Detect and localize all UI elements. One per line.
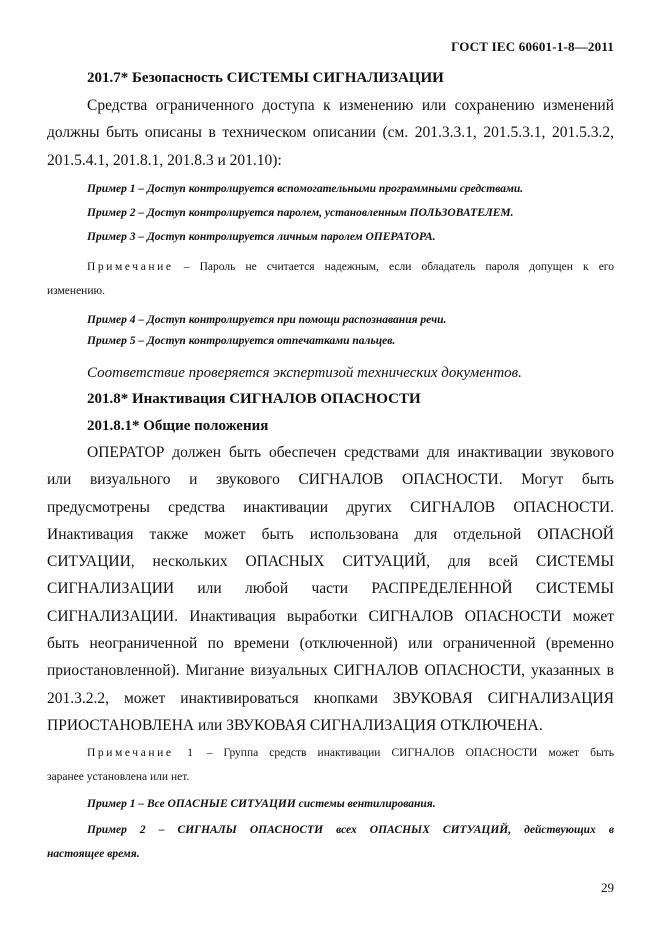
- example-line: настоящее время.: [47, 848, 140, 860]
- paragraph-line: или визуального и звукового СИГНАЛОВ ОПАСНОСТИ. Могут быть: [47, 471, 614, 489]
- paragraph-201-7: [47, 92, 614, 174]
- note-201-7: [47, 255, 614, 303]
- example-line: Пример 2 – СИГНАЛЫ ОПАСНОСТИ всех ОПАСНЫХ СИТУАЦИЙ, действующих в: [87, 824, 614, 836]
- note-text: – Группа средств инактивации СИГНАЛОВ ОПАСНОСТИ может быть: [195, 747, 614, 759]
- note-label: Примечание 1: [87, 747, 196, 759]
- paragraph-line: Инактивация также может быть использована для отдельной ОПАСНОЙ: [47, 525, 614, 543]
- running-header: ГОСТ IEC 60601-1-8—2011: [451, 39, 614, 54]
- paragraph-line: быть неограниченной по времени (отключенной) или ограниченной (временно: [47, 635, 614, 653]
- note-201-8-1: [47, 741, 614, 789]
- compliance-statement: Соответствие проверяется экспертизой технических документов.: [87, 365, 522, 381]
- section-heading-201-7: 201.7* Безопасность СИСТЕМЫ СИГНАЛИЗАЦИИ: [87, 70, 444, 86]
- note-line: [47, 255, 614, 279]
- page-number: 29: [601, 880, 614, 895]
- paragraph-line: приостановленной). Мигание визуальных СИГНАЛОВ ОПАСНОСТИ, указанных в: [47, 662, 614, 680]
- paragraph-line: 201.5.4.1, 201.8.1, 201.8.3 и 201.10):: [47, 151, 282, 169]
- example-current-situations: [47, 818, 614, 866]
- example-5: Пример 5 – Доступ контролируется отпечатками пальцев.: [87, 335, 396, 347]
- paragraph-line: предусмотрены средства инактивации других СИГНАЛОВ ОПАСНОСТИ.: [47, 498, 614, 516]
- paragraph-line: 201.3.2.2, может инактивироваться кнопками ЗВУКОВАЯ СИГНАЛИЗАЦИЯ: [47, 689, 614, 707]
- example-2: Пример 2 – Доступ контролируется паролем, установленным ПОЛЬЗОВАТЕЛЕМ.: [87, 207, 514, 219]
- paragraph-line: должны быть описаны в техническом описании (см. 201.3.3.1, 201.5.3.1, 201.5.3.2,: [47, 124, 614, 142]
- example-1: Пример 1 – Доступ контролируется вспомогательными программными средствами.: [87, 183, 524, 195]
- paragraph-line: Средства ограниченного доступа к изменению или сохранению изменений: [87, 97, 614, 114]
- paragraph-201-8-1: [47, 439, 614, 739]
- note-line: [47, 741, 614, 765]
- note-text: – Пароль не считается надежным, если обладатель пароля допущен к его: [173, 261, 614, 273]
- subsection-heading-201-8-1: 201.8.1* Общие положения: [87, 418, 269, 434]
- example-4: Пример 4 – Доступ контролируется при помощи распознавания речи.: [87, 314, 447, 326]
- paragraph-line: ПРИОСТАНОВЛЕНА или ЗВУКОВАЯ СИГНАЛИЗАЦИЯ ОТКЛЮЧЕНА.: [47, 716, 543, 734]
- paragraph-line: ОПЕРАТОР должен быть обеспечен средствами для инактивации звукового: [87, 444, 614, 461]
- note-label: Примечание: [87, 261, 174, 273]
- example-ventilation: Пример 1 – Все ОПАСНЫЕ СИТУАЦИИ системы вентилирования.: [87, 798, 436, 810]
- section-heading-201-8: 201.8* Инактивация СИГНАЛОВ ОПАСНОСТИ: [87, 391, 421, 407]
- example-3: Пример 3 – Доступ контролируется личным паролем ОПЕРАТОРА.: [87, 231, 436, 243]
- paragraph-line: СИГНАЛИЗАЦИИ. Инактивация выработки СИГНАЛОВ ОПАСНОСТИ может: [47, 607, 614, 625]
- note-line: заранее установлена или нет.: [47, 771, 190, 783]
- note-line: изменению.: [47, 285, 105, 297]
- paragraph-line: СИТУАЦИИ, нескольких ОПАСНЫХ СИТУАЦИЙ, для всей СИСТЕМЫ: [47, 553, 614, 571]
- paragraph-line: СИГНАЛИЗАЦИИ или любой части РАСПРЕДЕЛЕННОЙ СИСТЕМЫ: [47, 580, 614, 598]
